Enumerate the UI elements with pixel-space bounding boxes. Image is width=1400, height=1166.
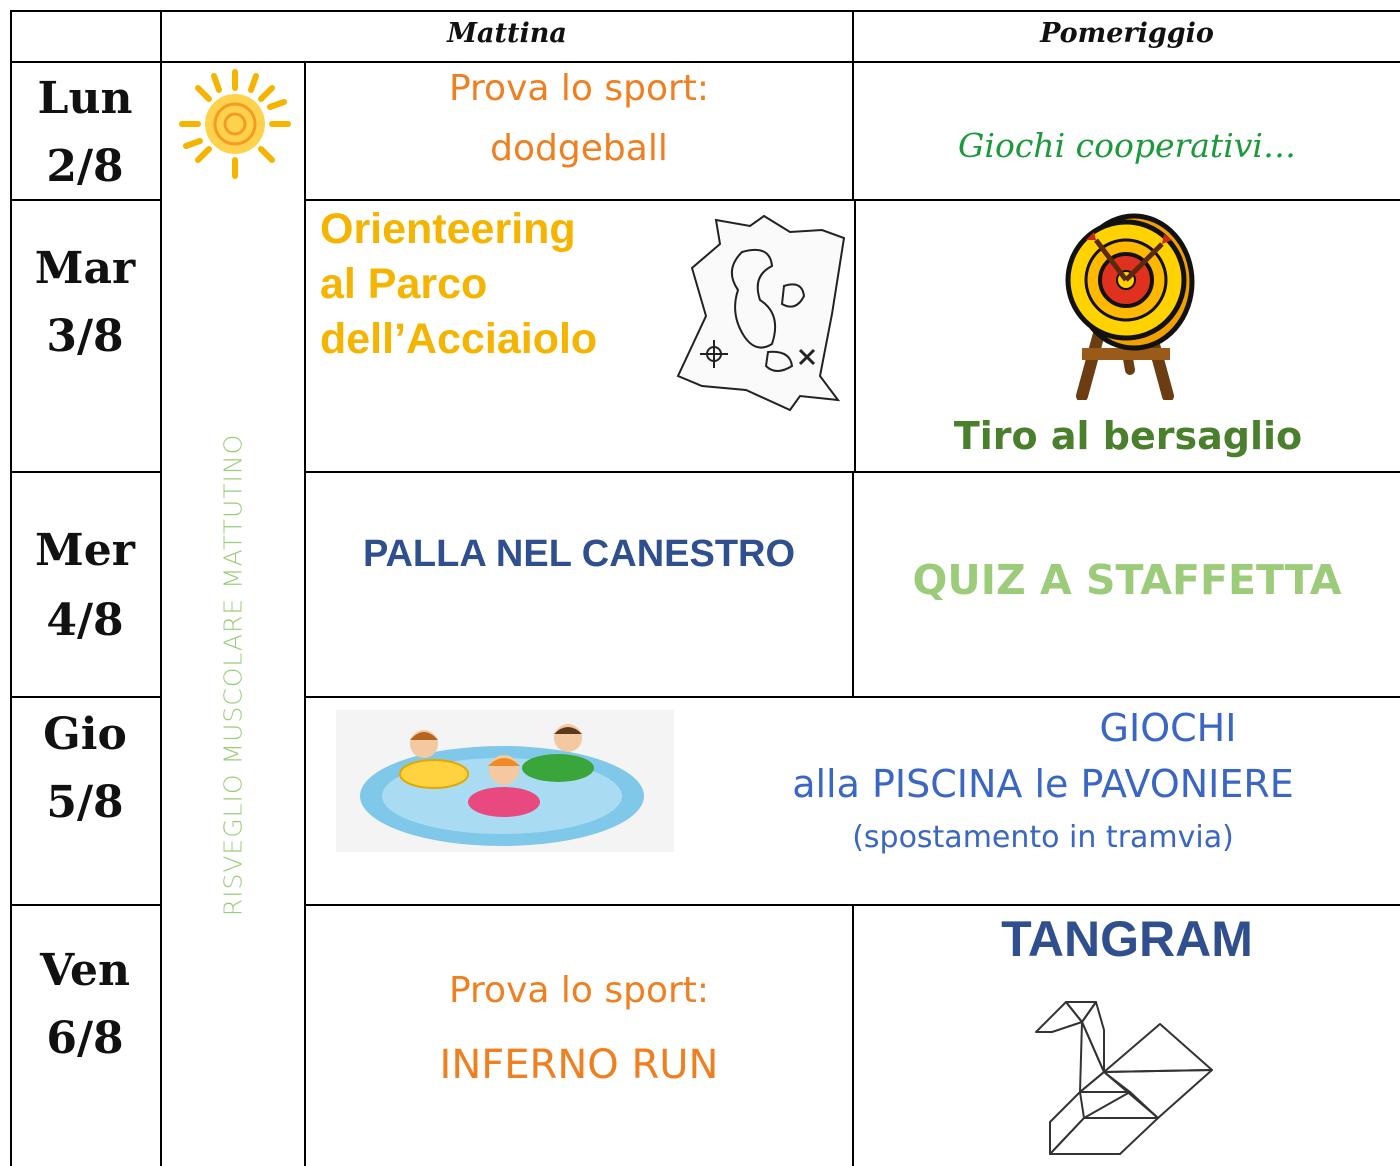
tue-morning-line3: dell’Acciaiolo <box>320 315 598 363</box>
day-date-fri: 6/8 <box>46 1013 124 1064</box>
wed-afternoon: QUIZ A STAFFETTA <box>912 556 1342 604</box>
wed-morning: PALLA NEL CANESTRO <box>362 533 796 575</box>
fri-morning-line1: Prova lo sport: <box>448 970 710 1011</box>
mon-afternoon: Giochi cooperativi… <box>958 126 1296 165</box>
fri-morning-line2: INFERNO RUN <box>439 1042 719 1088</box>
tue-morning-line1: Orienteering <box>320 205 576 253</box>
day-name-tue: Mar <box>34 243 136 294</box>
sun-icon <box>176 66 294 182</box>
day-column-divider <box>160 10 162 1166</box>
day-name-mon: Lun <box>37 73 133 124</box>
fri-afternoon: TANGRAM <box>1001 911 1253 967</box>
row-line-4-day <box>10 904 161 906</box>
thu-line1: GIOCHI <box>1099 706 1237 750</box>
day-name-thu: Gio <box>43 709 127 760</box>
day-name-wed: Mer <box>35 525 135 576</box>
header-afternoon: Pomeriggio <box>1040 18 1214 49</box>
row-line-2-day <box>10 471 161 473</box>
treasure-map-icon <box>672 204 850 430</box>
table-border-top <box>10 10 1400 12</box>
row-line-4 <box>304 904 1400 906</box>
mon-morning-line2: dodgeball <box>490 128 668 169</box>
day-date-mon: 2/8 <box>46 141 124 192</box>
swimming-kids-icon <box>336 710 674 852</box>
thu-line2: alla PISCINA le PAVONIERE <box>792 762 1294 806</box>
row-line-1 <box>304 199 1400 201</box>
tangram-swan-icon <box>1030 988 1220 1158</box>
tue-morning-line2: al Parco <box>320 260 488 308</box>
side-label: RISVEGLIO MUSCOLARE MATTUTINO <box>218 433 248 917</box>
target-icon <box>1052 210 1202 400</box>
header-morning: Mattina <box>447 18 567 49</box>
thu-line3: (spostamento in tramvia) <box>852 820 1234 855</box>
day-date-wed: 4/8 <box>46 595 124 646</box>
day-date-thu: 5/8 <box>46 777 124 828</box>
mon-morning-line1: Prova lo sport: <box>448 68 710 109</box>
row-line-2 <box>304 471 1400 473</box>
row-line-3 <box>304 696 1400 698</box>
tue-afternoon: Tiro al bersaglio <box>953 414 1303 458</box>
header-bottom-line <box>10 61 1400 63</box>
day-date-tue: 3/8 <box>46 311 124 362</box>
day-name-fri: Ven <box>39 945 131 996</box>
row-line-3-day <box>10 696 161 698</box>
